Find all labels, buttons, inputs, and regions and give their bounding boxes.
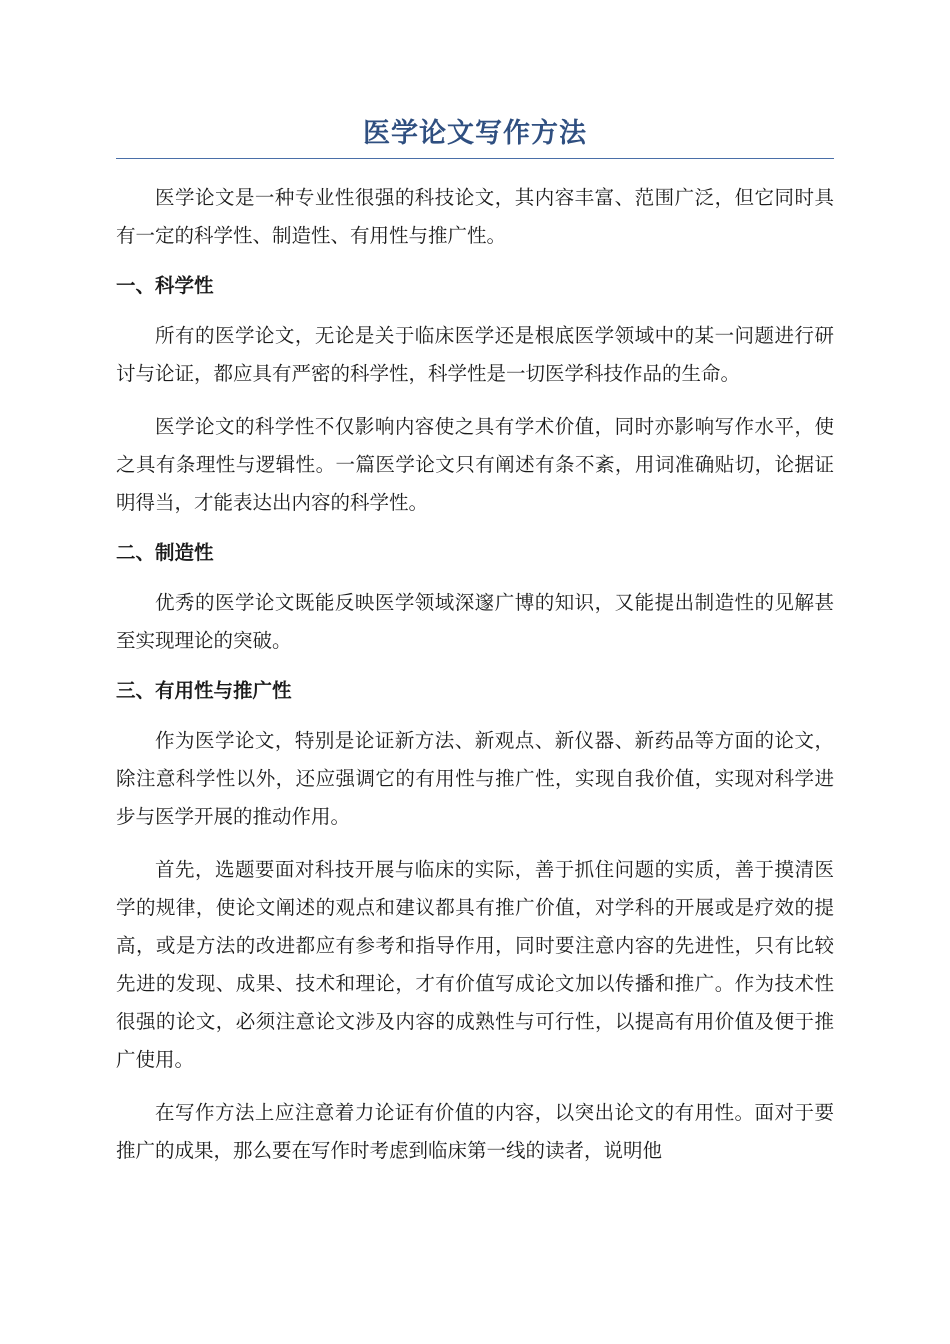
paragraph: 所有的医学论文，无论是关于临床医学还是根底医学领域中的某一问题进行研讨与论证，都应具有严密的科学性，科学性是一切医学科技作品的生命。 bbox=[116, 324, 834, 385]
paragraph: 优秀的医学论文既能反映医学领域深邃广博的知识，又能提出制造性的见解甚至实现理论的突破。 bbox=[116, 591, 834, 652]
section-heading-creativity: 二、制造性 bbox=[116, 541, 214, 564]
paragraph: 医学论文的科学性不仅影响内容使之具有学术价值，同时亦影响写作水平，使之具有条理性与逻辑性。一篇医学论文只有阐述有条不紊，用词准确贴切，论据证明得当，才能表达出内容的科学性。 bbox=[116, 415, 834, 514]
section-heading-practicality: 三、有用性与推广性 bbox=[116, 679, 292, 702]
paragraph: 首先，选题要面对科技开展与临床的实际，善于抓住问题的实质，善于摸清医学的规律，使论文阐述的观点和建议都具有推广价值，对学科的开展或是疗效的提高，或是方法的改进都应有参考和指导作用，同时要注意内容的先进性，只有比较先进的发现、成果、技术和理论，才有价值写成论文加以传播和推广。作为技术性很强的论文，必须注意论文涉及内容的成熟性与可行性，以提高有用价值及便于推广使用。 bbox=[116, 858, 834, 1071]
document-page bbox=[116, 112, 834, 1170]
document-title: 医学论文写作方法 bbox=[116, 112, 834, 159]
section-heading-science: 一、科学性 bbox=[116, 274, 214, 297]
paragraph: 在写作方法上应注意着力论证有价值的内容，以突出论文的有用性。面对于要推广的成果，那么要在写作时考虑到临床第一线的读者，说明他 bbox=[116, 1101, 834, 1162]
paragraph: 作为医学论文，特别是论证新方法、新观点、新仪器、新药品等方面的论文，除注意科学性以外，还应强调它的有用性与推广性，实现自我价值，实现对科学进步与医学开展的推动作用。 bbox=[116, 729, 834, 828]
intro-paragraph: 医学论文是一种专业性很强的科技论文，其内容丰富、范围广泛，但它同时具有一定的科学性、制造性、有用性与推广性。 bbox=[116, 186, 834, 247]
